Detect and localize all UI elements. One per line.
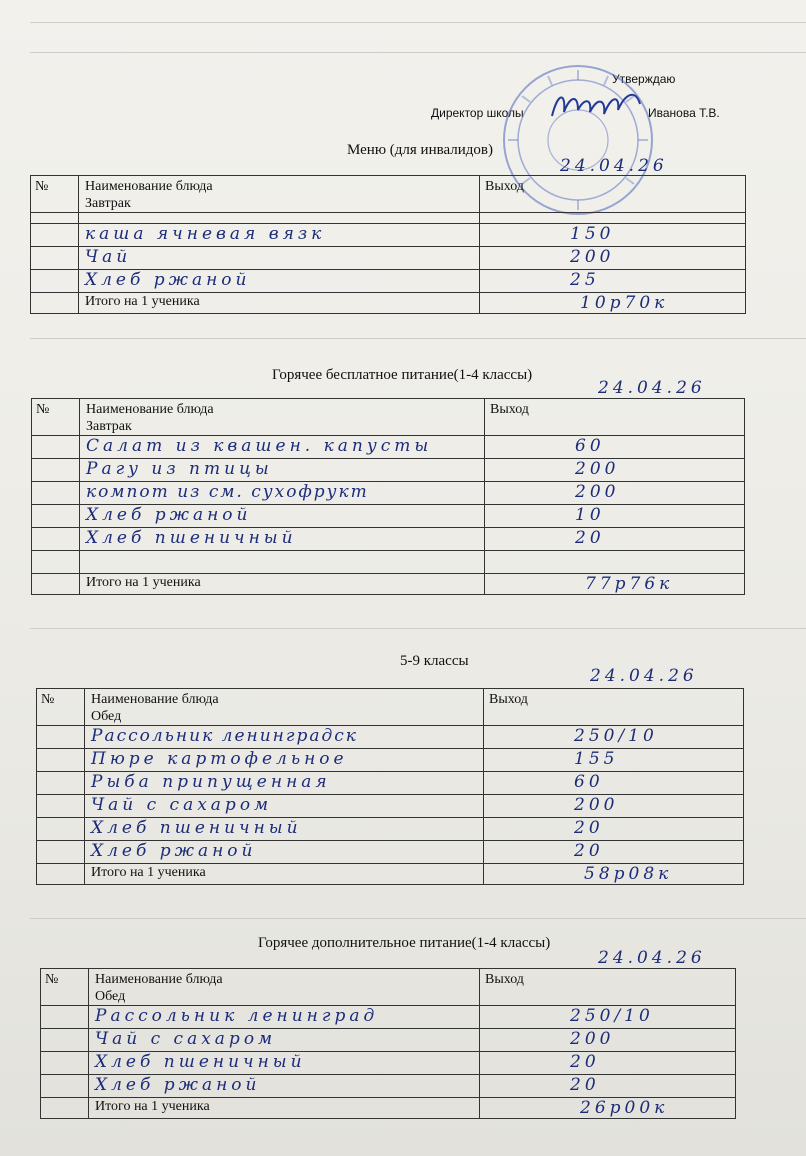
dish-name: Хлеб ржаной xyxy=(91,841,257,861)
col-num-header: № xyxy=(41,969,89,1006)
ruled-line xyxy=(30,918,806,919)
col-num-header: № xyxy=(32,399,80,436)
dish-name: Хлеб пшеничный xyxy=(95,1052,306,1072)
col-output-header: Выход xyxy=(485,399,745,436)
dish-output: 60 xyxy=(574,772,604,792)
dish-name: Салат из квашен. капусты xyxy=(86,436,433,456)
table-row xyxy=(32,459,745,482)
dish-output: 200 xyxy=(570,1029,615,1049)
table-row xyxy=(37,772,744,795)
dish-output: 20 xyxy=(570,1075,600,1095)
table-row xyxy=(31,247,746,270)
dish-name: Рагу из птицы xyxy=(86,459,273,479)
dish-name: Пюре картофельное xyxy=(91,749,348,769)
dish-output: 20 xyxy=(574,818,604,838)
ruled-line xyxy=(30,338,806,339)
table-row xyxy=(37,795,744,818)
menu-table-free-meals xyxy=(31,398,745,595)
section-date: 24.04.26 xyxy=(560,156,668,176)
table-row xyxy=(37,726,744,749)
total-label: Итого на 1 ученика xyxy=(89,1098,480,1119)
dish-name: Хлеб пшеничный xyxy=(91,818,302,838)
table-row xyxy=(32,551,745,574)
ruled-line xyxy=(30,628,806,629)
dish-output: 10 xyxy=(575,505,605,525)
dish-output: 25 xyxy=(570,270,600,290)
col-num-header: № xyxy=(31,176,79,213)
total-value: 77р76к xyxy=(585,574,674,594)
col-output-header: Выход xyxy=(480,969,736,1006)
menu-table-grades-5-9 xyxy=(36,688,744,885)
col-num-header: № xyxy=(37,689,85,726)
table-row xyxy=(31,270,746,293)
total-row xyxy=(32,574,745,595)
meal-label: Обед xyxy=(91,709,122,724)
ruled-line xyxy=(30,22,806,23)
dish-name: Чай с сахаром xyxy=(95,1029,277,1049)
section-title-grades-5-9: 5-9 классы xyxy=(400,653,469,669)
dish-output: 250/10 xyxy=(570,1006,654,1026)
table-row xyxy=(32,436,745,459)
meal-label: Завтрак xyxy=(86,419,132,434)
table-row xyxy=(32,482,745,505)
section-title-free-meals: Горячее бесплатное питание(1-4 классы) xyxy=(272,367,533,383)
table-row xyxy=(41,1006,736,1029)
table-row xyxy=(37,749,744,772)
total-label: Итого на 1 ученика xyxy=(79,293,480,314)
table-row xyxy=(41,1052,736,1075)
director-label: Директор школы xyxy=(431,106,524,120)
dish-header-label: Наименование блюда xyxy=(91,692,219,707)
dish-output: 155 xyxy=(574,749,619,769)
total-label: Итого на 1 ученика xyxy=(85,864,484,885)
dish-output: 60 xyxy=(575,436,605,456)
table-row xyxy=(37,818,744,841)
dish-name: Чай с сахаром xyxy=(91,795,273,815)
dish-name: Чай xyxy=(85,247,132,267)
director-name: Иванова Т.В. xyxy=(648,106,720,120)
ruled-line xyxy=(30,52,806,53)
dish-output: 200 xyxy=(575,482,620,502)
col-output-header: Выход xyxy=(480,176,746,213)
dish-name: Хлеб ржаной xyxy=(86,505,252,525)
menu-table-extra-meals xyxy=(40,968,736,1119)
dish-name: компот из см. сухофрукт xyxy=(86,482,369,502)
dish-output xyxy=(490,551,575,571)
section-date: 24.04.26 xyxy=(598,948,706,968)
total-row xyxy=(31,293,746,314)
col-dish-header xyxy=(85,689,484,726)
col-output-header: Выход xyxy=(484,689,744,726)
col-dish-header xyxy=(89,969,480,1006)
section-date: 24.04.26 xyxy=(598,378,706,398)
dish-name: Хлеб ржаной xyxy=(85,270,251,290)
dish-output: 20 xyxy=(570,1052,600,1072)
table-row xyxy=(32,528,745,551)
col-dish-header xyxy=(80,399,485,436)
dish-header-label: Наименование блюда xyxy=(95,972,223,987)
dish-output: 250/10 xyxy=(574,726,658,746)
dish-output: 200 xyxy=(570,247,615,267)
dish-output: 200 xyxy=(575,459,620,479)
table-row xyxy=(37,841,744,864)
total-value: 26р00к xyxy=(580,1098,669,1118)
dish-output: 20 xyxy=(574,841,604,861)
table-row xyxy=(41,1075,736,1098)
dish-name: Хлеб пшеничный xyxy=(86,528,297,548)
total-value: 10р70к xyxy=(580,293,669,313)
director-signature xyxy=(548,86,643,124)
dish-name: Рассольник ленинград xyxy=(95,1006,379,1026)
dish-output: 150 xyxy=(570,224,615,244)
meal-label: Завтрак xyxy=(85,196,131,211)
dish-output: 20 xyxy=(575,528,605,548)
table-row xyxy=(41,1029,736,1052)
menu-table-disabled xyxy=(30,175,746,314)
meal-label: Обед xyxy=(95,989,126,1004)
dish-name: Рассольник ленинградск xyxy=(91,726,358,746)
total-value: 58р08к xyxy=(584,864,673,884)
dish-header-label: Наименование блюда xyxy=(85,179,213,194)
table-row xyxy=(32,505,745,528)
dish-name: Рыба припущенная xyxy=(91,772,331,792)
table-row xyxy=(31,224,746,247)
dish-header-label: Наименование блюда xyxy=(86,402,214,417)
section-title-extra-meals: Горячее дополнительное питание(1-4 классы) xyxy=(258,935,551,951)
dish-output: 200 xyxy=(574,795,619,815)
col-dish-header xyxy=(79,176,480,213)
dish-name: каша ячневая вязк xyxy=(85,224,326,244)
dish-name: Хлеб ржаной xyxy=(95,1075,261,1095)
total-row xyxy=(37,864,744,885)
total-label: Итого на 1 ученика xyxy=(80,574,485,595)
section-title-disabled: Меню (для инвалидов) xyxy=(347,142,493,158)
approve-label: Утверждаю xyxy=(612,72,676,86)
section-date: 24.04.26 xyxy=(590,666,698,686)
total-row xyxy=(41,1098,736,1119)
